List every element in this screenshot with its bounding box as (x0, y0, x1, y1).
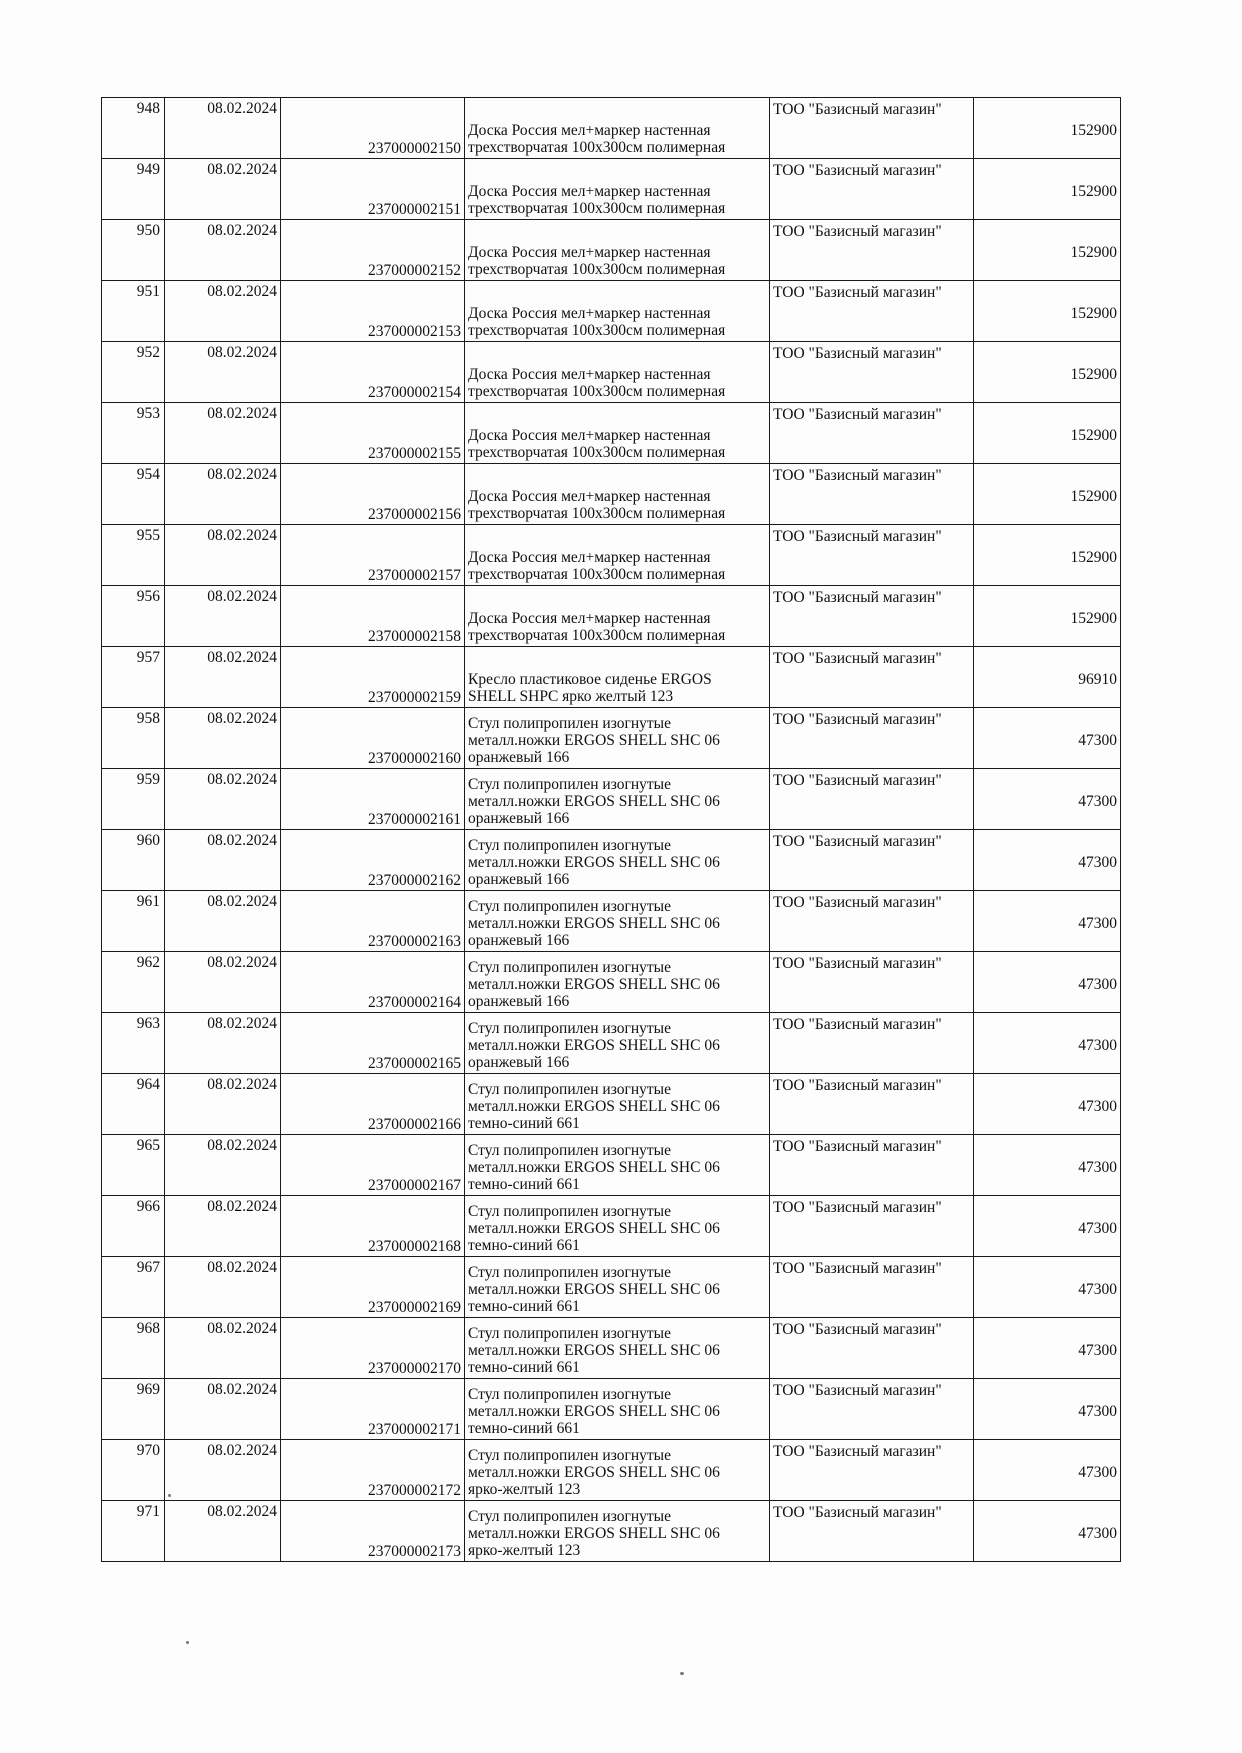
item-name-line: ярко-желтый 123 (468, 1481, 581, 1498)
item-name-line: трехстворчатая 100x300см полимерная (468, 139, 726, 156)
supplier-cell: ТОО "Базисный магазин" (770, 159, 974, 220)
row-number-cell: 959 (102, 769, 165, 830)
inventory-number-cell: 237000002162 (281, 830, 465, 891)
item-name-line: металл.ножки ERGOS SHELL SHC 06 (468, 1098, 720, 1115)
date-cell: 08.02.2024 (165, 586, 281, 647)
row-number-cell: 948 (102, 98, 165, 159)
date-cell: 08.02.2024 (165, 708, 281, 769)
item-name-line: трехстворчатая 100x300см полимерная (468, 383, 726, 400)
inventory-number-cell: 237000002158 (281, 586, 465, 647)
inventory-number-cell: 237000002154 (281, 342, 465, 403)
inventory-number-cell: 237000002151 (281, 159, 465, 220)
date-cell: 08.02.2024 (165, 647, 281, 708)
inventory-number-cell: 237000002164 (281, 952, 465, 1013)
amount-cell: 152900 (974, 525, 1121, 586)
date-cell: 08.02.2024 (165, 1318, 281, 1379)
item-name-line: оранжевый 166 (468, 871, 570, 888)
item-name-line: темно-синий 661 (468, 1115, 580, 1132)
item-name-line: трехстворчатая 100x300см полимерная (468, 322, 726, 339)
supplier-cell: ТОО "Базисный магазин" (770, 1379, 974, 1440)
table-row (102, 952, 1121, 1013)
table-row (102, 281, 1121, 342)
row-number-cell: 950 (102, 220, 165, 281)
inventory-number-cell: 237000002171 (281, 1379, 465, 1440)
amount-cell: 47300 (974, 1196, 1121, 1257)
table-row (102, 1379, 1121, 1440)
inventory-number-cell: 237000002160 (281, 708, 465, 769)
row-number-cell: 958 (102, 708, 165, 769)
table-row (102, 403, 1121, 464)
item-name-line: темно-синий 661 (468, 1359, 580, 1376)
date-cell: 08.02.2024 (165, 1257, 281, 1318)
amount-cell: 152900 (974, 98, 1121, 159)
row-number-cell: 952 (102, 342, 165, 403)
row-number-cell: 954 (102, 464, 165, 525)
amount-cell: 47300 (974, 1440, 1121, 1501)
item-name-line: Доска Россия мел+маркер настенная (468, 366, 711, 383)
item-name-line: Стул полипропилен изогнутые (468, 1142, 671, 1159)
row-number-cell: 969 (102, 1379, 165, 1440)
item-name-line: трехстворчатая 100x300см полимерная (468, 200, 726, 217)
item-name-line: Стул полипропилен изогнутые (468, 1508, 671, 1525)
item-name-line: трехстворчатая 100x300см полимерная (468, 261, 726, 278)
table-row (102, 1501, 1121, 1562)
item-name-cell (465, 159, 770, 220)
amount-cell: 152900 (974, 159, 1121, 220)
table-row (102, 220, 1121, 281)
item-name-line: Стул полипропилен изогнутые (468, 898, 671, 915)
item-name-cell (465, 1501, 770, 1562)
inventory-number-cell: 237000002172 (281, 1440, 465, 1501)
item-name-line: темно-синий 661 (468, 1298, 580, 1315)
amount-cell: 47300 (974, 708, 1121, 769)
supplier-cell: ТОО "Базисный магазин" (770, 708, 974, 769)
supplier-cell: ТОО "Базисный магазин" (770, 1135, 974, 1196)
item-name-cell (465, 1318, 770, 1379)
inventory-number-cell: 237000002152 (281, 220, 465, 281)
item-name-line: Доска Россия мел+маркер настенная (468, 610, 711, 627)
inventory-number-cell: 237000002153 (281, 281, 465, 342)
table-row (102, 1074, 1121, 1135)
item-name-cell (465, 1440, 770, 1501)
table-row (102, 830, 1121, 891)
item-name-line: оранжевый 166 (468, 993, 570, 1010)
inventory-number-cell: 237000002161 (281, 769, 465, 830)
inventory-number-cell: 237000002167 (281, 1135, 465, 1196)
table-row (102, 525, 1121, 586)
scan-speck (680, 1672, 684, 1675)
item-name-line: трехстворчатая 100x300см полимерная (468, 505, 726, 522)
row-number-cell: 970 (102, 1440, 165, 1501)
table-row (102, 891, 1121, 952)
scan-speck (168, 1494, 171, 1497)
date-cell: 08.02.2024 (165, 952, 281, 1013)
inventory-number-cell: 237000002166 (281, 1074, 465, 1135)
item-name-line: Стул полипропилен изогнутые (468, 1325, 671, 1342)
supplier-cell: ТОО "Базисный магазин" (770, 769, 974, 830)
item-name-line: Стул полипропилен изогнутые (468, 1386, 671, 1403)
inventory-number-cell: 237000002168 (281, 1196, 465, 1257)
row-number-cell: 960 (102, 830, 165, 891)
date-cell: 08.02.2024 (165, 342, 281, 403)
amount-cell: 47300 (974, 891, 1121, 952)
supplier-cell: ТОО "Базисный магазин" (770, 1257, 974, 1318)
item-name-cell (465, 342, 770, 403)
table-row (102, 1440, 1121, 1501)
inventory-number-cell: 237000002159 (281, 647, 465, 708)
inventory-number-cell: 237000002173 (281, 1501, 465, 1562)
supplier-cell: ТОО "Базисный магазин" (770, 525, 974, 586)
supplier-cell: ТОО "Базисный магазин" (770, 647, 974, 708)
row-number-cell: 961 (102, 891, 165, 952)
supplier-cell: ТОО "Базисный магазин" (770, 220, 974, 281)
item-name-line: Доска Россия мел+маркер настенная (468, 549, 711, 566)
row-number-cell: 965 (102, 1135, 165, 1196)
item-name-line: металл.ножки ERGOS SHELL SHC 06 (468, 976, 720, 993)
item-name-line: металл.ножки ERGOS SHELL SHC 06 (468, 793, 720, 810)
amount-cell: 47300 (974, 769, 1121, 830)
row-number-cell: 962 (102, 952, 165, 1013)
date-cell: 08.02.2024 (165, 98, 281, 159)
amount-cell: 47300 (974, 1074, 1121, 1135)
supplier-cell: ТОО "Базисный магазин" (770, 586, 974, 647)
item-name-cell (465, 1013, 770, 1074)
amount-cell: 47300 (974, 1135, 1121, 1196)
inventory-number-cell: 237000002169 (281, 1257, 465, 1318)
date-cell: 08.02.2024 (165, 159, 281, 220)
scan-speck (186, 1641, 189, 1644)
supplier-cell: ТОО "Базисный магазин" (770, 1501, 974, 1562)
inventory-number-cell: 237000002157 (281, 525, 465, 586)
supplier-cell: ТОО "Базисный магазин" (770, 98, 974, 159)
amount-cell: 47300 (974, 1501, 1121, 1562)
inventory-number-cell: 237000002156 (281, 464, 465, 525)
table-row (102, 708, 1121, 769)
date-cell: 08.02.2024 (165, 281, 281, 342)
table-body (102, 98, 1121, 1562)
item-name-line: темно-синий 661 (468, 1237, 580, 1254)
supplier-cell: ТОО "Базисный магазин" (770, 1074, 974, 1135)
item-name-cell (465, 281, 770, 342)
item-name-line: оранжевый 166 (468, 810, 570, 827)
item-name-line: Стул полипропилен изогнутые (468, 1447, 671, 1464)
item-name-cell (465, 891, 770, 952)
item-name-cell (465, 98, 770, 159)
row-number-cell: 967 (102, 1257, 165, 1318)
item-name-line: металл.ножки ERGOS SHELL SHC 06 (468, 854, 720, 871)
item-name-line: трехстворчатая 100x300см полимерная (468, 444, 726, 461)
inventory-number-cell: 237000002163 (281, 891, 465, 952)
item-name-line: металл.ножки ERGOS SHELL SHC 06 (468, 1342, 720, 1359)
item-name-cell (465, 586, 770, 647)
supplier-cell: ТОО "Базисный магазин" (770, 403, 974, 464)
supplier-cell: ТОО "Базисный магазин" (770, 1013, 974, 1074)
date-cell: 08.02.2024 (165, 1196, 281, 1257)
inventory-number-cell: 237000002165 (281, 1013, 465, 1074)
item-name-line: металл.ножки ERGOS SHELL SHC 06 (468, 1464, 720, 1481)
date-cell: 08.02.2024 (165, 769, 281, 830)
row-number-cell: 949 (102, 159, 165, 220)
item-name-cell (465, 769, 770, 830)
amount-cell: 47300 (974, 1318, 1121, 1379)
item-name-cell (465, 403, 770, 464)
table-row (102, 342, 1121, 403)
item-name-cell (465, 1257, 770, 1318)
item-name-line: Доска Россия мел+маркер настенная (468, 183, 711, 200)
item-name-line: металл.ножки ERGOS SHELL SHC 06 (468, 1159, 720, 1176)
item-name-line: Доска Россия мел+маркер настенная (468, 427, 711, 444)
item-name-cell (465, 952, 770, 1013)
item-name-line: трехстворчатая 100x300см полимерная (468, 566, 726, 583)
amount-cell: 47300 (974, 952, 1121, 1013)
item-name-line: металл.ножки ERGOS SHELL SHC 06 (468, 1403, 720, 1420)
amount-cell: 152900 (974, 220, 1121, 281)
item-name-line: трехстворчатая 100x300см полимерная (468, 627, 726, 644)
supplier-cell: ТОО "Базисный магазин" (770, 1196, 974, 1257)
item-name-line: темно-синий 661 (468, 1420, 580, 1437)
amount-cell: 152900 (974, 464, 1121, 525)
supplier-cell: ТОО "Базисный магазин" (770, 1440, 974, 1501)
row-number-cell: 963 (102, 1013, 165, 1074)
item-name-line: металл.ножки ERGOS SHELL SHC 06 (468, 915, 720, 932)
table-row (102, 98, 1121, 159)
item-name-cell (465, 1135, 770, 1196)
supplier-cell: ТОО "Базисный магазин" (770, 464, 974, 525)
item-name-line: Стул полипропилен изогнутые (468, 1081, 671, 1098)
item-name-cell (465, 1074, 770, 1135)
table-row (102, 586, 1121, 647)
item-name-line: оранжевый 166 (468, 749, 570, 766)
table-row (102, 1318, 1121, 1379)
item-name-cell (465, 708, 770, 769)
row-number-cell: 955 (102, 525, 165, 586)
row-number-cell: 964 (102, 1074, 165, 1135)
date-cell: 08.02.2024 (165, 464, 281, 525)
date-cell: 08.02.2024 (165, 220, 281, 281)
item-name-cell (465, 464, 770, 525)
item-name-line: Доска Россия мел+маркер настенная (468, 244, 711, 261)
item-name-line: Доска Россия мел+маркер настенная (468, 305, 711, 322)
date-cell: 08.02.2024 (165, 525, 281, 586)
amount-cell: 152900 (974, 403, 1121, 464)
date-cell: 08.02.2024 (165, 403, 281, 464)
item-name-line: Стул полипропилен изогнутые (468, 959, 671, 976)
date-cell: 08.02.2024 (165, 1013, 281, 1074)
amount-cell: 47300 (974, 1013, 1121, 1074)
inventory-number-cell: 237000002150 (281, 98, 465, 159)
item-name-line: Доска Россия мел+маркер настенная (468, 488, 711, 505)
item-name-line: SHELL SHPC ярко желтый 123 (468, 688, 674, 705)
row-number-cell: 951 (102, 281, 165, 342)
row-number-cell: 966 (102, 1196, 165, 1257)
table-row (102, 769, 1121, 830)
row-number-cell: 956 (102, 586, 165, 647)
item-name-cell (465, 1379, 770, 1440)
row-number-cell: 971 (102, 1501, 165, 1562)
item-name-line: металл.ножки ERGOS SHELL SHC 06 (468, 732, 720, 749)
item-name-cell (465, 525, 770, 586)
item-name-line: Кресло пластиковое сиденье ERGOS (468, 671, 712, 688)
amount-cell: 152900 (974, 281, 1121, 342)
supplier-cell: ТОО "Базисный магазин" (770, 830, 974, 891)
item-name-line: Стул полипропилен изогнутые (468, 837, 671, 854)
inventory-number-cell: 237000002170 (281, 1318, 465, 1379)
row-number-cell: 968 (102, 1318, 165, 1379)
item-name-line: оранжевый 166 (468, 932, 570, 949)
date-cell: 08.02.2024 (165, 1440, 281, 1501)
amount-cell: 152900 (974, 586, 1121, 647)
amount-cell: 47300 (974, 830, 1121, 891)
item-name-cell (465, 830, 770, 891)
date-cell: 08.02.2024 (165, 1501, 281, 1562)
item-name-line: металл.ножки ERGOS SHELL SHC 06 (468, 1037, 720, 1054)
item-name-line: Доска Россия мел+маркер настенная (468, 122, 711, 139)
item-name-line: металл.ножки ERGOS SHELL SHC 06 (468, 1220, 720, 1237)
item-name-line: Стул полипропилен изогнутые (468, 1203, 671, 1220)
row-number-cell: 957 (102, 647, 165, 708)
item-name-line: металл.ножки ERGOS SHELL SHC 06 (468, 1525, 720, 1542)
item-name-cell (465, 1196, 770, 1257)
amount-cell: 96910 (974, 647, 1121, 708)
item-name-line: металл.ножки ERGOS SHELL SHC 06 (468, 1281, 720, 1298)
table-row (102, 1013, 1121, 1074)
item-name-line: темно-синий 661 (468, 1176, 580, 1193)
date-cell: 08.02.2024 (165, 1074, 281, 1135)
table-row (102, 647, 1121, 708)
supplier-cell: ТОО "Базисный магазин" (770, 281, 974, 342)
supplier-cell: ТОО "Базисный магазин" (770, 891, 974, 952)
supplier-cell: ТОО "Базисный магазин" (770, 342, 974, 403)
table-row (102, 159, 1121, 220)
supplier-cell: ТОО "Базисный магазин" (770, 952, 974, 1013)
table-row (102, 464, 1121, 525)
item-name-line: Стул полипропилен изогнутые (468, 715, 671, 732)
date-cell: 08.02.2024 (165, 891, 281, 952)
asset-register-table (101, 97, 1121, 1562)
item-name-line: оранжевый 166 (468, 1054, 570, 1071)
inventory-number-cell: 237000002155 (281, 403, 465, 464)
table-row (102, 1135, 1121, 1196)
item-name-line: ярко-желтый 123 (468, 1542, 581, 1559)
supplier-cell: ТОО "Базисный магазин" (770, 1318, 974, 1379)
row-number-cell: 953 (102, 403, 165, 464)
item-name-cell (465, 220, 770, 281)
item-name-cell (465, 647, 770, 708)
date-cell: 08.02.2024 (165, 830, 281, 891)
table-row (102, 1257, 1121, 1318)
amount-cell: 152900 (974, 342, 1121, 403)
date-cell: 08.02.2024 (165, 1135, 281, 1196)
item-name-line: Стул полипропилен изогнутые (468, 776, 671, 793)
item-name-line: Стул полипропилен изогнутые (468, 1264, 671, 1281)
table-row (102, 1196, 1121, 1257)
amount-cell: 47300 (974, 1257, 1121, 1318)
date-cell: 08.02.2024 (165, 1379, 281, 1440)
amount-cell: 47300 (974, 1379, 1121, 1440)
item-name-line: Стул полипропилен изогнутые (468, 1020, 671, 1037)
